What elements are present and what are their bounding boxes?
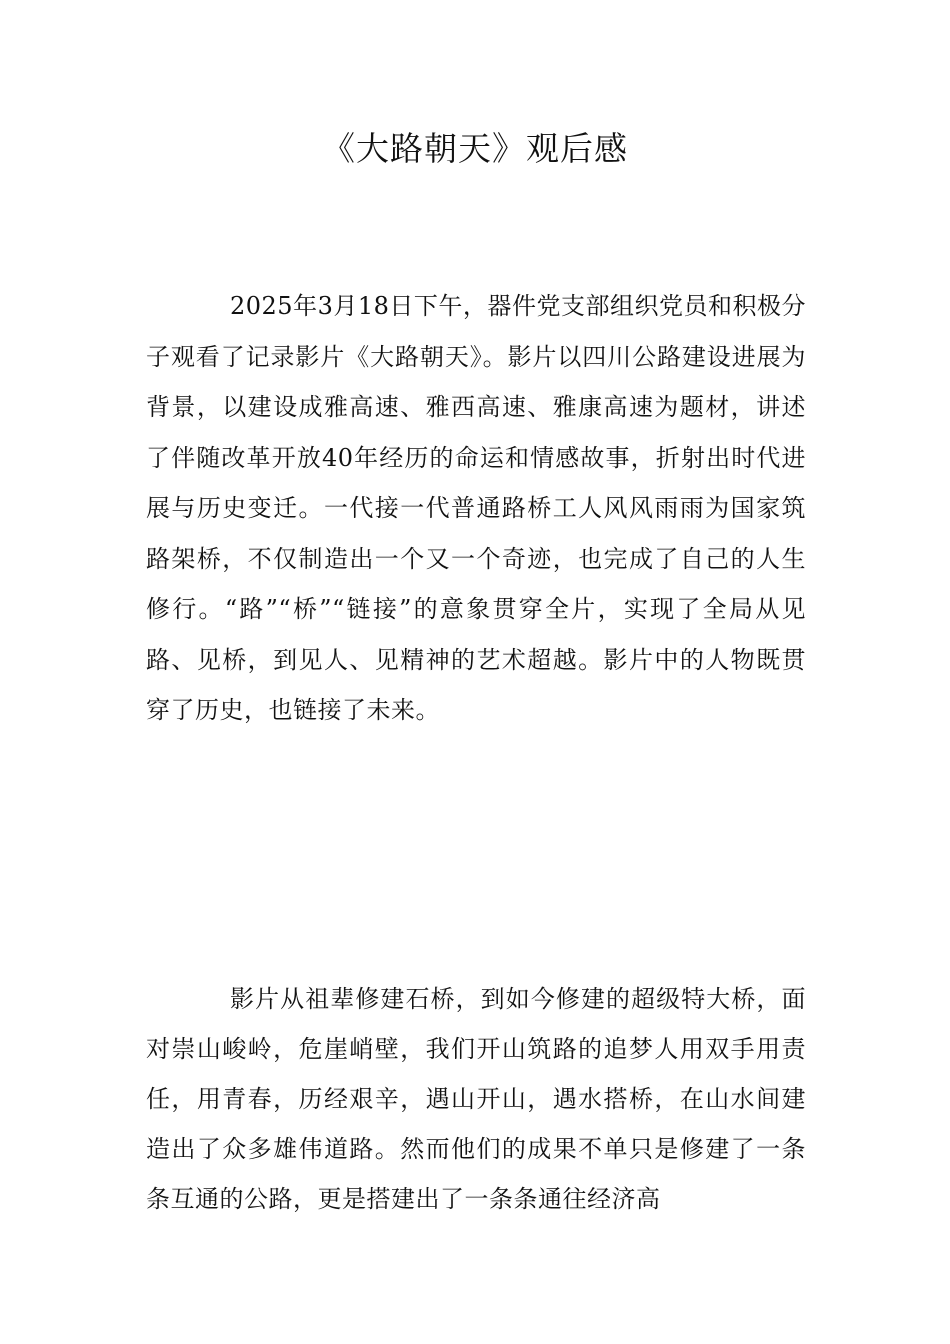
paragraph-2: 影片从祖辈修建石桥，到如今修建的超级特大桥，面对崇山峻岭，危崖峭壁，我们开山筑路的追梦人用双手用责任，用青春，历经艰辛，遇山开山，遇水搭桥，在山水间建造出了众多雄伟道路。然而他们的成果不单只是修建了一条条互通的公路，更是搭建出了一条条通往经济高	[146, 985, 806, 1213]
paragraph-1: 2025年3月18日下午，器件党支部组织党员和积极分子观看了记录影片《大路朝天》。影片以四川公路建设进展为背景，以建设成雅高速、雅西高速、雅康高速为题材，讲述了伴随改革开放40年经历的命运和情感故事，折射出时代进展与历史变迁。一代接一代普通路桥工人风风雨雨为国家筑路架桥，不仅制造出一个又一个奇迹，也完成了自己的人生修行。“路”“桥”“链接”的意象贯穿全片，实现了全局从见路、见桥，到见人、见精神的艺术超越。影片中的人物既贯穿了历史，也链接了未来。	[146, 292, 806, 724]
document-title: 《大路朝天》观后感	[322, 129, 628, 168]
